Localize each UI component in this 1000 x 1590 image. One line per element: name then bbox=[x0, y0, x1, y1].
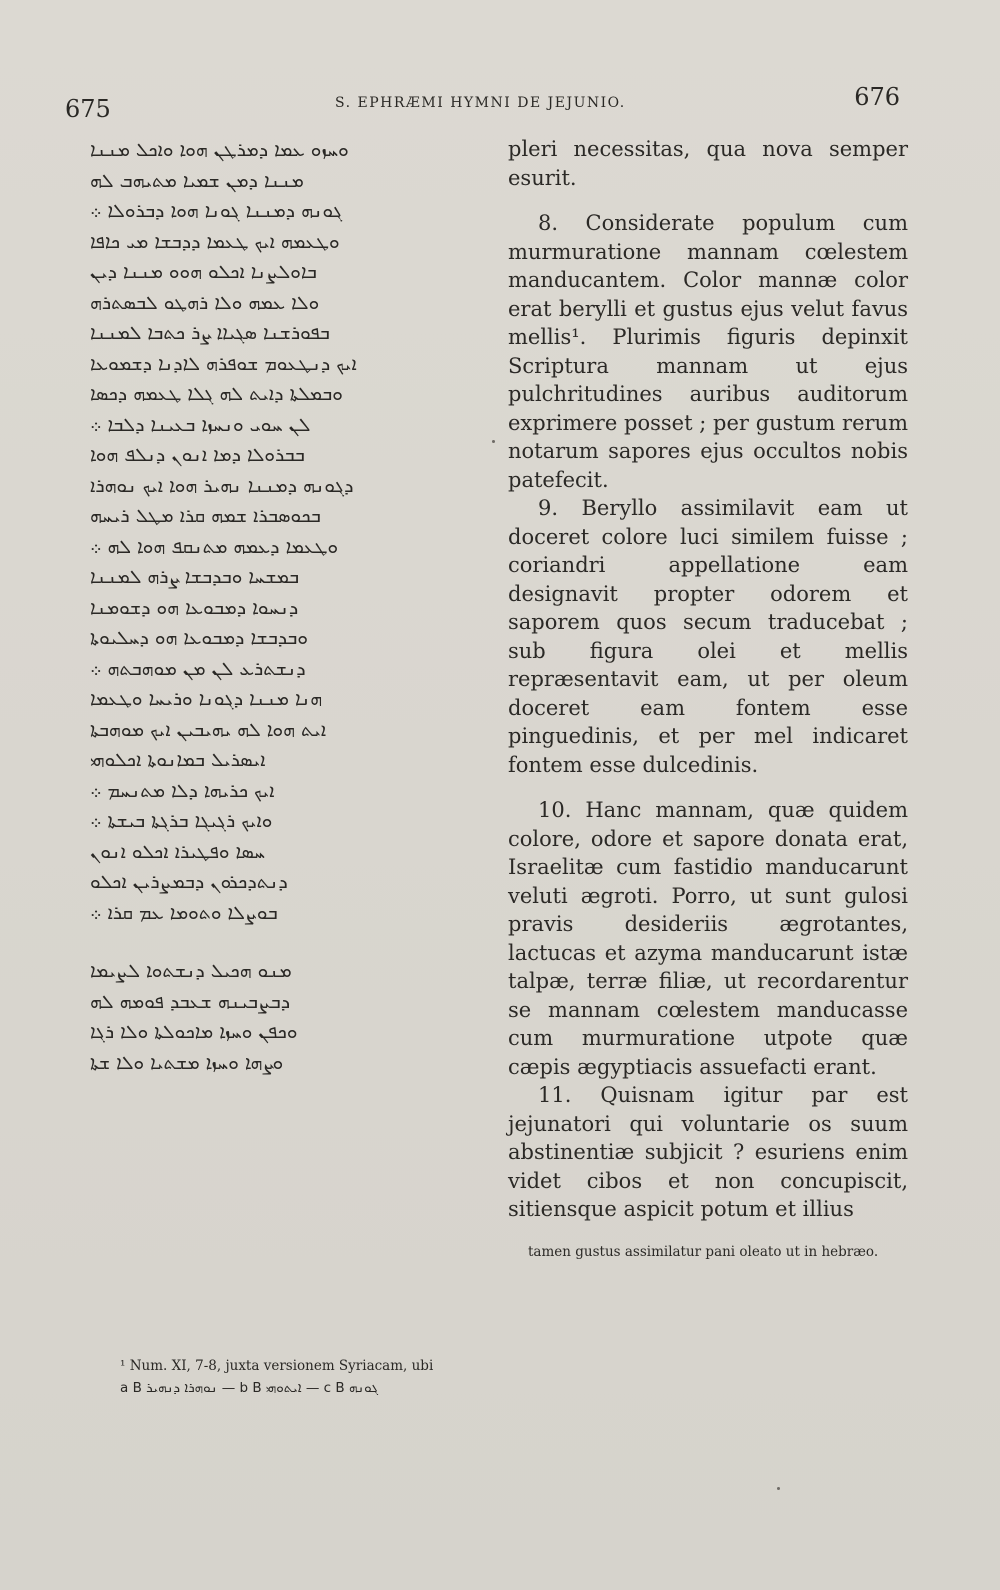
latin-paragraph: 11. Quisnam igitur par est jejunatori qui voluntarie os suum abstinentiæ subjicit ? esuriens enim videt cibos et non concupiscit, sitiensque aspicit potum et illius bbox=[508, 1083, 908, 1221]
syriac-line: ܘܐܝܟ ܪܓܝܓܐ ܒܪܓܬܐ ܒܝܫܬܐ ܀ bbox=[90, 810, 273, 833]
syriac-line: ܒܟܘܣܒܪܐ ܫܡܗ ܩܪܐ ܡܛܠ ܪܝܚܗ bbox=[90, 505, 321, 528]
syriac-line: ܕܢܫܬܪܥ ܠܢ ܡܢ ܡܘܗܒܬܗ ܀ bbox=[90, 657, 306, 680]
syriac-line: ܒܒܪܘܠܐ ܕܡܐ ܐܢܘܢ ܕܢܠܦ ܗܘܐ bbox=[90, 444, 305, 467]
syriac-line: ܡܢܢܐ ܕܡܢ ܫܡܝܐ ܡܬܝܗܒ ܠܗ bbox=[90, 169, 304, 192]
syriac-line: ܘܒܡܠܬܐ ܕܐܝܬ ܠܗ ܓܠܐ ܛܥܡܗ ܕܟܣܐ bbox=[90, 383, 343, 406]
syriac-line: ܘܚܙܘ ܥܡܐ ܕܡܪܛܢ ܗܘܐ ܘܐܟܠ ܡܢܢܐ bbox=[90, 139, 349, 162]
syriac-line: ܐܝܟ ܟܪܝܗܐ ܕܠܐ ܡܬܢܚܡ ܀ bbox=[90, 779, 275, 802]
syriac-line: ܒܦܘܪܫܢܐ ܣܓܝܐܐ ܨܪ ܟܬܒܐ ܠܡܢܢܐ bbox=[90, 322, 330, 345]
syriac-line: ܒܐܘܠܨܢܐ ܐܟܠܘ ܗܘܘ ܡܢܢܐ ܕܝܢ bbox=[90, 261, 317, 284]
syriac-column bbox=[90, 135, 510, 1078]
latin-paragraph: 9. Beryllo assimilavit eam ut doceret colore luci similem fuisse ; coriandri appellatione eam designavit propter odorem et saporem quos secum traducebat ; sub figura olei et mellis repræsentavit eam, ut per oleum doceret eam fontem esse pinguedinis, et per mel indicaret fontem esse dulcedinis. bbox=[508, 496, 908, 777]
syriac-line: ܒܘܨܠܐ ܘܬܘܡܐ ܥܡ ܩܪܐ ܀ bbox=[90, 901, 278, 924]
syriac-line: ܘܒܕܒܫܐ ܕܡܒܘܥܐ ܗܘ ܕܚܠܝܘܬܐ bbox=[90, 627, 308, 650]
syriac-line: ܐܝܟ ܕܢܛܥܘܡ ܫܘܦܪܗ ܠܐܕܢܐ ܕܫܡܘܥܐ bbox=[90, 352, 357, 375]
page-header bbox=[60, 75, 910, 125]
page-number-right: 676 bbox=[854, 83, 900, 111]
paper-speck bbox=[777, 1487, 780, 1490]
footnote-1: ¹ Num. XI, 7-8, juxta versionem Syriacam, ubi bbox=[120, 1358, 434, 1374]
syriac-line: ܕܓܘܢܗ ܕܡܢܢܐ ܢܗܝܪ ܗܘܐ ܐܝܟ ܢܘܗܪܐ bbox=[90, 474, 354, 497]
syriac-line: ܘܠܐ ܥܡܗ ܘܠܐ ܪܗܛܘ ܠܒܣܬܪܗ bbox=[90, 291, 320, 314]
latin-footnote-continuation: tamen gustus assimilatur pani oleato ut in hebræo. bbox=[528, 1243, 879, 1260]
syriac-line: ܓܘܢܗ ܕܡܢܢܐ ܓܘܢܐ ܗܘܐ ܕܒܪܘܠܐ ܀ bbox=[90, 200, 343, 223]
syriac-line: ܒܡܫܚܐ ܘܒܕܒܫܐ ܨܪܗ ܠܡܢܢܐ bbox=[90, 566, 300, 589]
latin-column bbox=[508, 135, 908, 1262]
latin-paragraph: 8. Considerate populum cum murmuratione mannam cœlestem manducantem. Color mannæ color erat berylli et gustus ejus velut favus mellis¹. Plurimis figuris depinxit Scriptura mannam ut ejus pulchritudines auribus auditorum exprimere posset ; per gustum rerum notarum sapores ejus occultos nobis patefecit. bbox=[508, 211, 908, 492]
syriac-line: ܡܢܘ ܗܟܝܠ ܕܢܫܬܘܐ ܠܨܝܡܐ bbox=[90, 960, 292, 983]
syriac-line: ܘܛܥܡܗ ܐܝܟ ܛܥܡܐ ܕܕܒܫܐ ܡܝ ܟܐܦܐ bbox=[90, 230, 340, 253]
page-number-left: 675 bbox=[65, 95, 111, 123]
syriac-line: ܕܒܨܒܝܢܗ ܫܥܒܕ ܦܘܡܗ ܠܗ bbox=[90, 990, 291, 1013]
latin-paragraph: 10. Hanc mannam, quæ quidem colore, odore et sapore donata erat, Israelitæ cum fastidio manducarunt veluti ægroti. Porro, ut sunt gulosi pravis desideriis ægrotantes, lactucas et azyma manducarunt istæ talpæ, terræ filiæ, ut recordarentur se mannam cœlestem manducasse cum murmuratione utpote quæ cæpis ægyptiacis assuefacti erant. bbox=[508, 798, 908, 1079]
running-title: S. EPHRÆMI HYMNI DE JEJUNIO. bbox=[335, 95, 626, 111]
syriac-line: ܕܢܚܘܐ ܕܡܒܘܥܐ ܗܘ ܕܫܘܡܢܐ bbox=[90, 596, 299, 619]
syriac-line: ܠܢ ܚܘܝ ܘܢܚܙܐ ܒܥܝܢܐ ܕܠܒܐ ܀ bbox=[90, 413, 311, 436]
syriac-line: ܗܢܐ ܡܢܢܐ ܕܓܘܢܐ ܘܪܝܚܐ ܘܛܥܡܐ bbox=[90, 688, 323, 711]
syriac-line: ܘܛܥܡܐ ܕܥܡܗ ܡܬܢܩܦ ܗܘܐ ܠܗ ܀ bbox=[90, 535, 339, 558]
syriac-line: ܘܟܦܢ ܘܚܙܐ ܡܐܟܘܠܬܐ ܘܠܐ ܪܓܐ bbox=[90, 1021, 298, 1044]
paper-speck bbox=[492, 440, 495, 443]
syriac-line: ܐܝܬ ܗܘܐ ܠܗ ܝܗܝܒܝܢ ܐܝܟ ܡܘܗܒܬܐ bbox=[90, 718, 327, 741]
syriac-line: ܐܝܣܪܝܠ ܒܡܐܢܘܬܐ ܐܟܠܘܗܝ bbox=[90, 749, 266, 772]
syriac-line: ܕܢܬܕܟܪܘܢ ܕܒܡܨܪܝܢ ܐܟܠܘ bbox=[90, 871, 288, 894]
syriac-line: ܘܨܗܐ ܘܚܙܐ ܡܫܬܝܐ ܘܠܐ ܫܬܐ bbox=[90, 1051, 284, 1074]
footnote-variants: a B ܢܘܗܪܐ ܕܢܗܝܪ — b B ܐܝܬܘܗܝ — c B ܓܘܢܗ bbox=[120, 1380, 379, 1396]
syriac-line: ܚܣܐ ܘܦܛܝܪܐ ܐܟܠܘ ܐܢܘܢ bbox=[90, 840, 265, 863]
footnotes bbox=[120, 1355, 510, 1399]
latin-paragraph: pleri necessitas, qua nova semper esurit. bbox=[508, 137, 908, 190]
